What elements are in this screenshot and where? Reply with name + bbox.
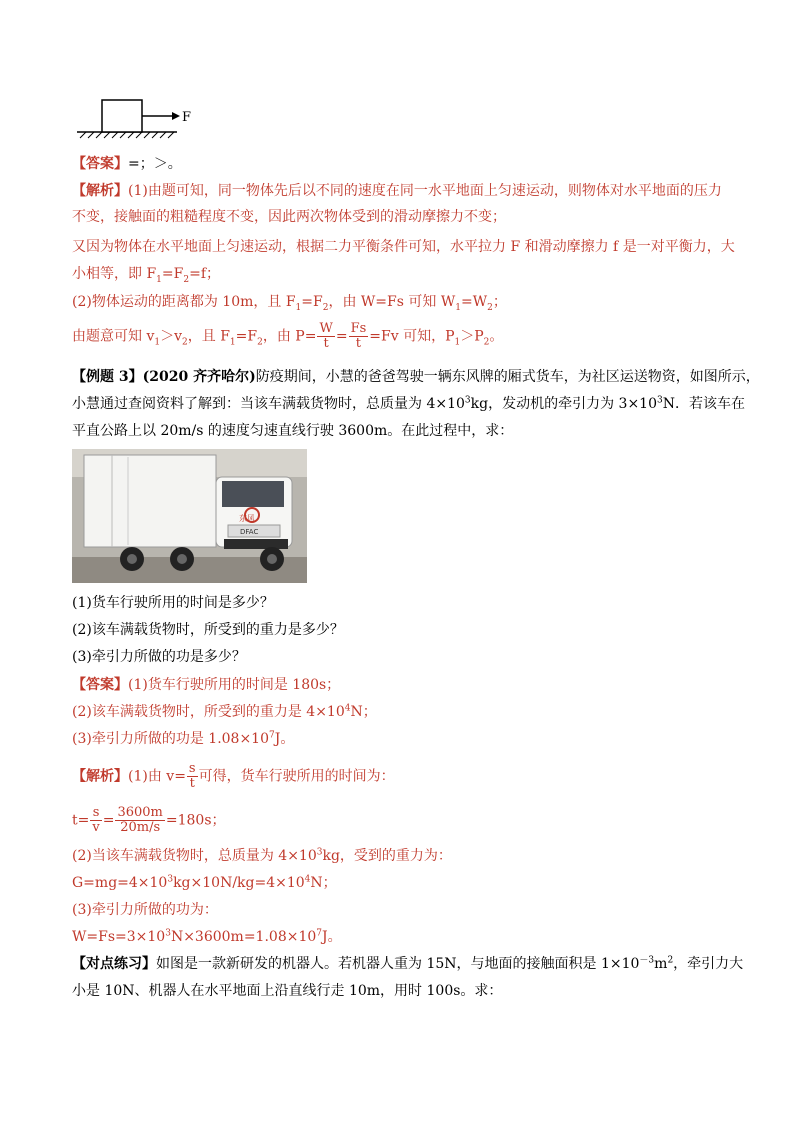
ex2-analysis-line4: 小相等，即 $F_1=F_2=f$；	[72, 266, 221, 285]
ex3-analysis-line4: $G=mg=4\times 10^3kg\times 10N/kg=4\times 10^4N$；	[72, 874, 337, 891]
ex3-analysis-line1: 【解析】(1)由 v= $\frac{s}{t}$ 可得，货车行驶所用的时间为：	[72, 761, 395, 791]
fraction-s-t: $\frac{s}{t}$	[188, 761, 196, 791]
ex3-subquestion-2: (2)该车满载货物时，所受到的重力是多少？	[72, 622, 344, 638]
ex2-analysis-line2: 不变，接触面的粗糙程度不变，因此两次物体受到的滑动摩擦力不变；	[72, 209, 506, 225]
ex2-analysis-line1: 【解析】(1)由题可知，同一物体先后以不同的速度在同一水平地面上匀速运动，则物体对水平地面的压力	[72, 183, 722, 199]
ex3-analysis-line5: (3)牵引力所做的功为：	[72, 902, 218, 918]
practice-line2: 小是 10N、机器人在水平地面上沿直线行走 10m，用时 100s。求：	[72, 983, 503, 999]
ex2-analysis-line6: 由题意可知 $v_1>v_2$，且 $F_1=F_2$，由 P= $\frac{W}{t}$ = $\frac{Fs}{t}$ =Fv 可知，$P_1>P_2$。	[72, 321, 504, 351]
ex3-analysis-line6: $W=Fs=3\times 10^3N\times 3600m=1.08\times 10^7J$。	[72, 928, 342, 945]
ex3-answer-1: 【答案】(1)货车行驶所用的时间是 180s；	[72, 677, 341, 693]
ex3-analysis-line2: t= $\frac{s}{v}$ = $\frac{3600m}{20m/s}$ =180s；	[72, 805, 226, 835]
force-label: F	[182, 110, 192, 125]
fraction-w-t: $\frac{W}{t}$	[319, 321, 333, 351]
ex2-analysis-line5: (2)物体运动的距离都为 10m，且 $F_1=F_2$，由 W=Fs 可知 $W_1=W_2$；	[72, 294, 507, 313]
ex3-question-line1: 【例题 3】(2020 齐齐哈尔)防疫期间，小慧的爸爸驾驶一辆东风牌的厢式货车，为社区运送物资，如图所示，	[72, 369, 760, 385]
block	[102, 100, 142, 132]
ex3-question-line3: 平直公路上以 20m/s 的速度匀速直线行驶 3600m。在此过程中，求：	[72, 423, 514, 439]
block-force-diagram	[72, 90, 202, 140]
ex3-subquestion-1: (1)货车行驶所用的时间是多少？	[72, 595, 274, 611]
ex3-answer-2: (2)该车满载货物时，所受到的重力是 $4\times 10^4N$；	[72, 703, 377, 720]
truck-photo	[72, 449, 307, 583]
fraction-fs-t: $\frac{Fs}{t}$	[350, 321, 367, 351]
ex3-subquestion-3: (3)牵引力所做的功是多少？	[72, 649, 246, 665]
ex2-answer: 【答案】=；＞。	[72, 156, 182, 172]
practice-line1: 【对点练习】如图是一款新研发的机器人。若机器人重为 15N，与地面的接触面积是 $1\times 10^{-3}m^2$，牵引力大	[72, 955, 744, 972]
ex3-answer-3: (3)牵引力所做的功是 $1.08\times 10^7J$。	[72, 730, 295, 747]
svg-text:东风: 东风	[239, 514, 255, 523]
ex3-question-line2: 小慧通过查阅资料了解到：当该车满载货物时，总质量为 $4\times 10^3kg$，发动机的牵引力为 $3\times 10^3N$．若该车在	[72, 395, 745, 412]
svg-text:DFAC: DFAC	[240, 528, 259, 536]
ex3-analysis-line3: (2)当该车满载货物时，总质量为 $4\times 10^3kg$，受到的重力为：	[72, 847, 452, 864]
ex2-analysis-line3: 又因为物体在水平地面上匀速运动，根据二力平衡条件可知，水平拉力 F 和滑动摩擦力 f 是一对平衡力，大	[72, 239, 735, 255]
fraction-distance-speed: $\frac{3600m}{20m/s}$	[117, 805, 163, 835]
